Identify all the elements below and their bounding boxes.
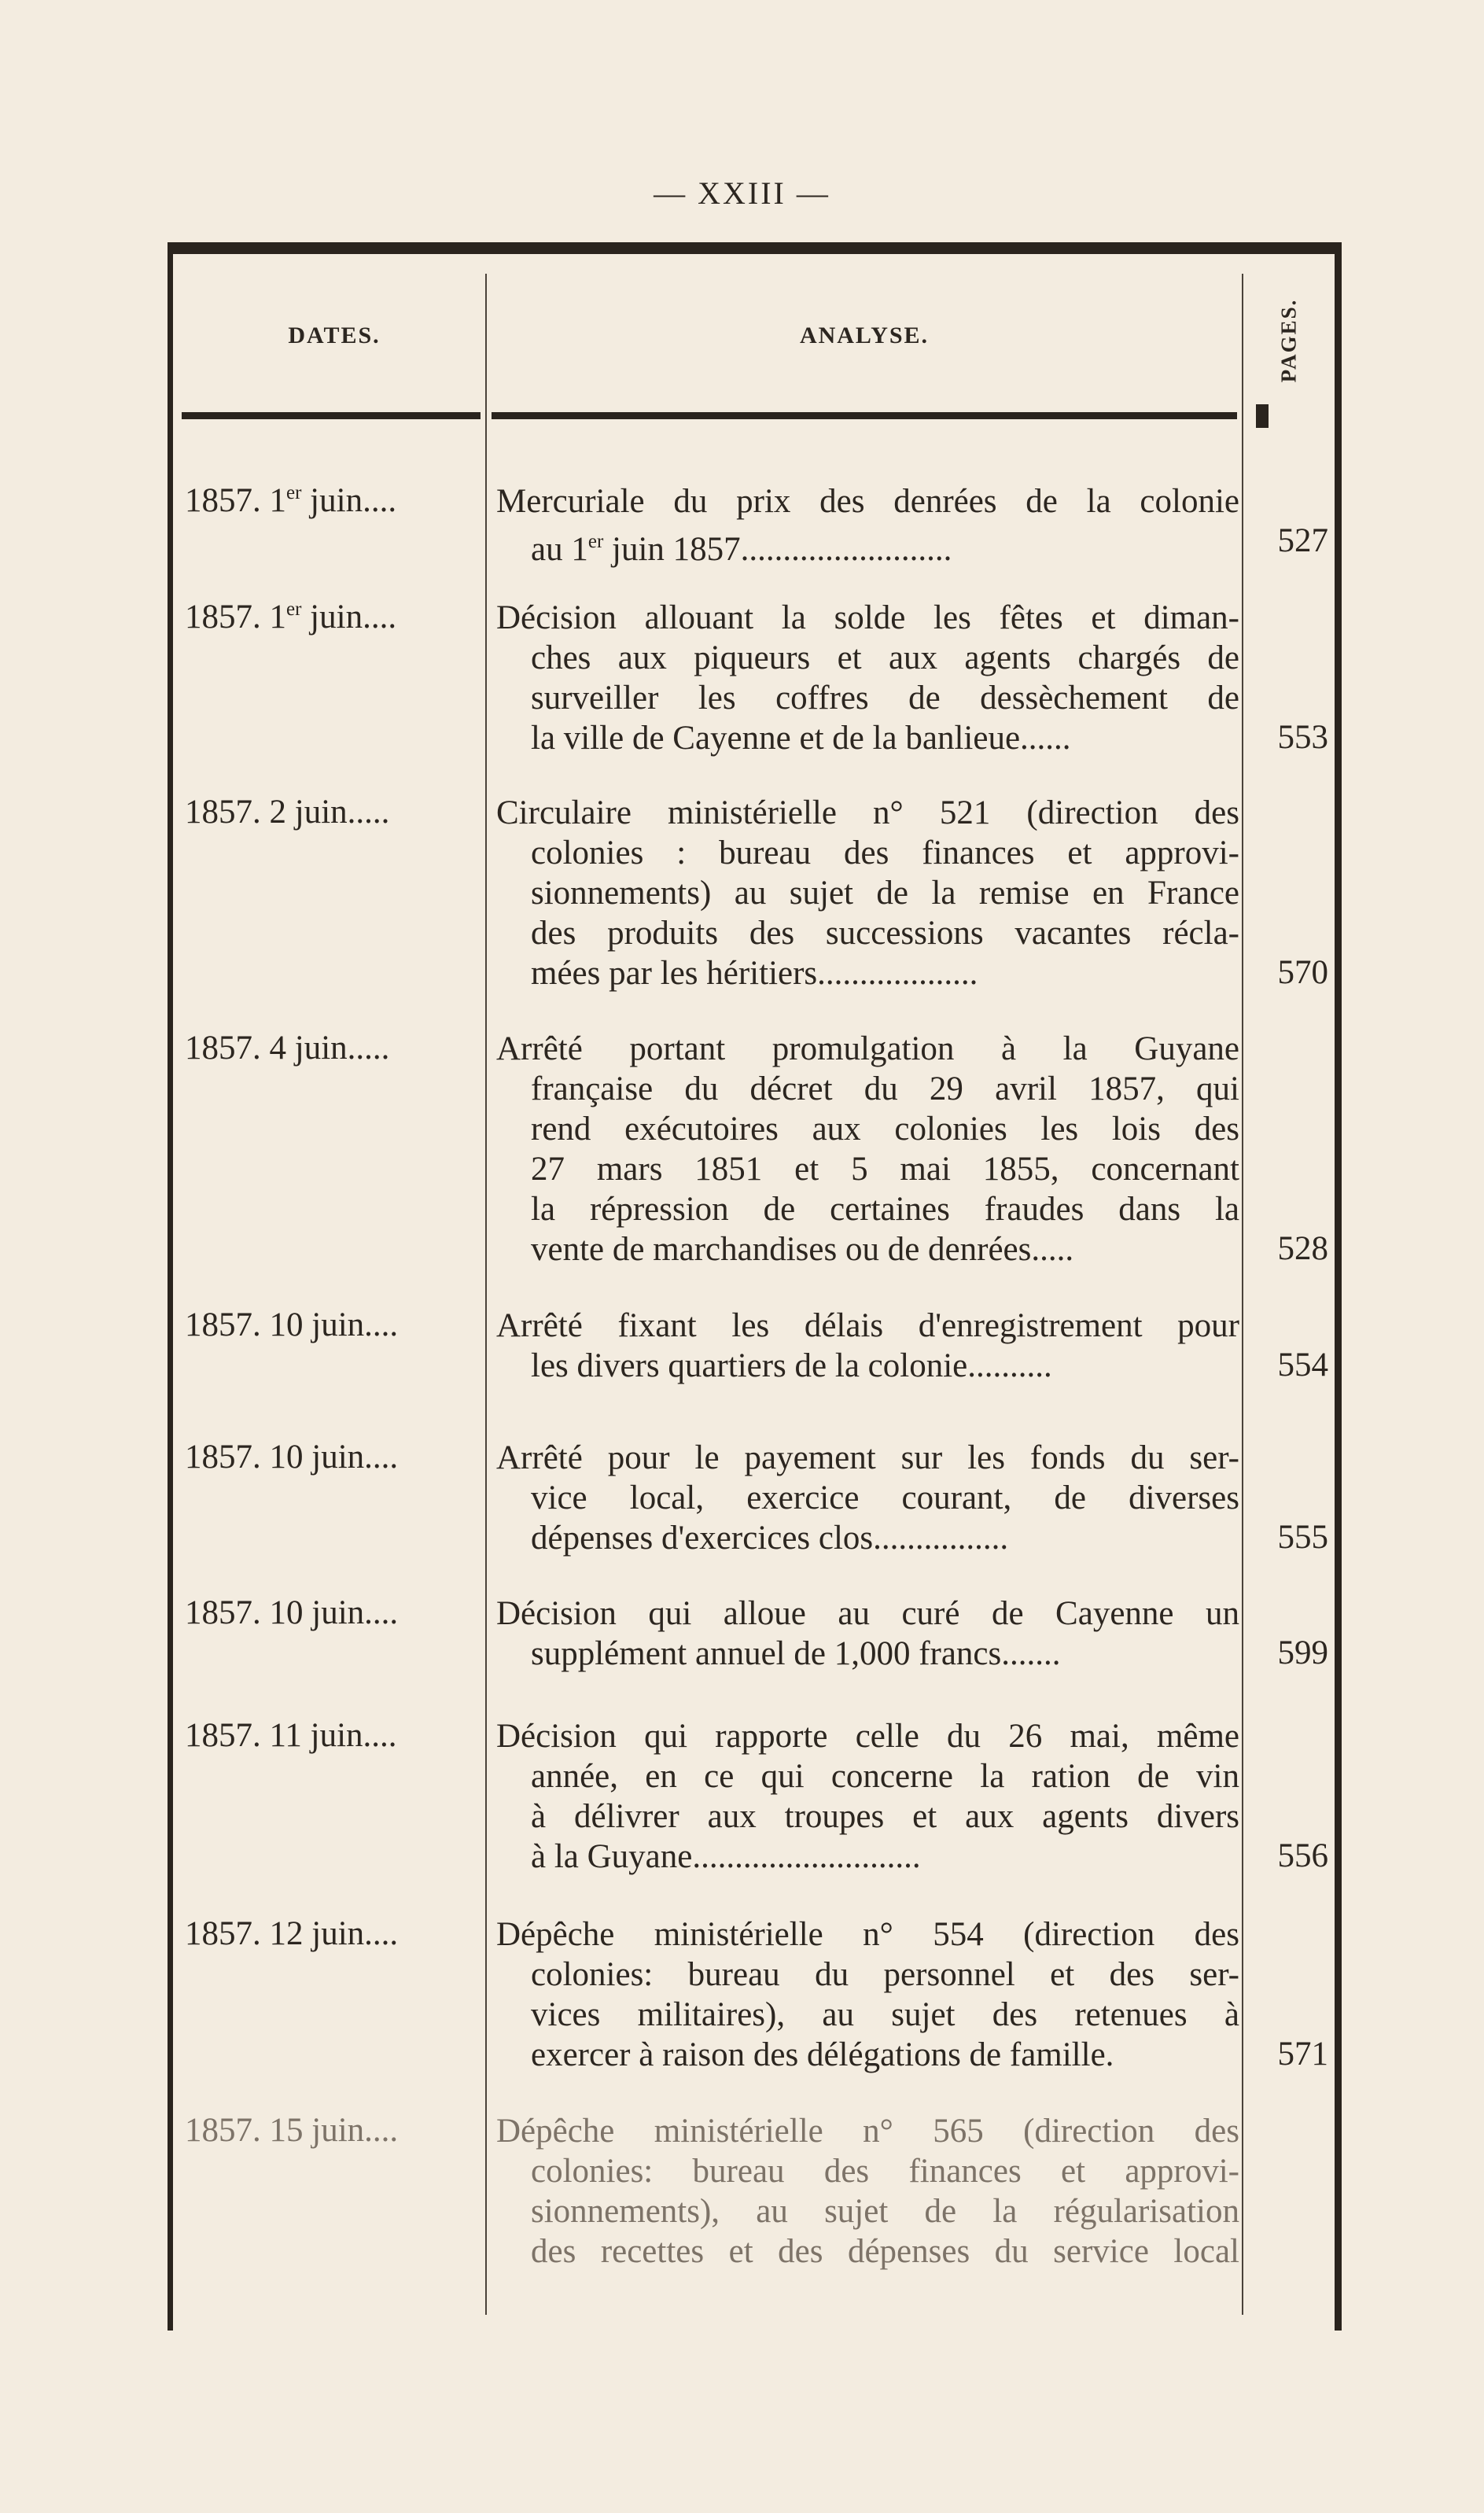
table-top-border <box>168 242 1342 254</box>
entry-page: 599 <box>1277 1634 1328 1671</box>
analysis-line: supplément annuel de 1,000 francs....... <box>531 1635 1061 1672</box>
analysis-line: Décision qui rapporte celle du 26 mai, même <box>496 1718 1239 1755</box>
analysis-line: Arrêté pour le payement sur les fonds du ser- <box>496 1439 1239 1476</box>
analysis-line: Décision qui alloue au curé de Cayenne un <box>496 1595 1239 1632</box>
entry-date: 1857. 11 juin.... <box>185 1717 397 1754</box>
entry-page: 528 <box>1277 1230 1328 1267</box>
analysis-line: vice local, exercice courant, de diverses <box>531 1479 1239 1516</box>
entry-analysis <box>496 1029 1239 1269</box>
analysis-line: ches aux piqueurs et aux agents chargés de <box>531 639 1239 676</box>
entry-analysis <box>496 2111 1239 2272</box>
analysis-line: française du décret du 29 avril 1857, qui <box>531 1070 1239 1107</box>
entry-date: 1857. 10 juin.... <box>185 1439 399 1476</box>
analysis-line: la répression de certaines fraudes dans la <box>531 1191 1239 1228</box>
entry-analysis <box>496 1306 1239 1386</box>
analysis-line: colonies: bureau des finances et approvi- <box>531 2153 1239 2190</box>
entry-page: 571 <box>1277 2036 1328 2073</box>
analysis-line: vente de marchandises ou de denrées..... <box>531 1231 1074 1268</box>
header-dates: DATES. <box>288 322 381 348</box>
entry-analysis <box>496 1914 1239 2075</box>
entry-analysis <box>496 1438 1239 1558</box>
analysis-line: colonies : bureau des finances et approvi- <box>531 835 1239 871</box>
analysis-line: Mercuriale du prix des denrées de la colonie <box>496 483 1239 520</box>
header-rule-pages <box>1256 404 1269 428</box>
analysis-line: la ville de Cayenne et de la banlieue...... <box>531 720 1071 757</box>
header-pages: PAGES. <box>1276 298 1301 383</box>
analysis-line: surveiller les coffres de dessèchement de <box>531 680 1239 717</box>
analysis-line: sionnements) au sujet de la remise en France <box>531 875 1239 912</box>
page-number: — XXIII — <box>654 175 830 211</box>
entry-analysis <box>496 1716 1239 1877</box>
header-rule-dates <box>182 412 481 419</box>
entry-date: 1857. 1er juin.... <box>185 482 397 519</box>
dates-column-divider <box>485 274 487 2315</box>
analysis-line: à la Guyane........................... <box>531 1838 921 1875</box>
analysis-line: colonies: bureau du personnel et des ser- <box>531 1956 1239 1993</box>
entry-date: 1857. 10 juin.... <box>185 1306 399 1343</box>
entry-date: 1857. 12 juin.... <box>185 1915 399 1952</box>
entry-page: 570 <box>1277 954 1328 991</box>
analysis-line: vices militaires), au sujet des retenues à <box>531 1996 1239 2033</box>
analysis-line: mées par les héritiers................... <box>531 955 978 992</box>
analysis-line: Arrêté fixant les délais d'enregistrement pour <box>496 1307 1239 1344</box>
entry-analysis <box>496 481 1239 569</box>
analysis-line: à délivrer aux troupes et aux agents divers <box>531 1798 1239 1835</box>
analysis-line: Dépêche ministérielle n° 565 (direction des <box>496 2113 1239 2150</box>
analysis-line: exercer à raison des délégations de famille. <box>531 2036 1114 2073</box>
entry-date: 1857. 4 juin..... <box>185 1030 390 1067</box>
analysis-line: année, en ce qui concerne la ration de vin <box>531 1758 1239 1795</box>
entry-page: 553 <box>1277 719 1328 756</box>
analysis-line: des produits des successions vacantes récla- <box>531 915 1239 952</box>
entry-date: 1857. 15 juin.... <box>185 2112 399 2149</box>
entry-date: 1857. 1er juin.... <box>185 599 397 636</box>
header-pages-cell <box>1243 274 1335 407</box>
pages-column-divider <box>1242 274 1243 2315</box>
analysis-line: au 1er juin 1857......................... <box>531 531 952 568</box>
analysis-line: sionnements), au sujet de la régularisation <box>531 2193 1239 2230</box>
analysis-line: Dépêche ministérielle n° 554 (direction des <box>496 1916 1239 1953</box>
analysis-line: Circulaire ministérielle n° 521 (direction des <box>496 794 1239 831</box>
header-analyse: ANALYSE. <box>799 322 930 348</box>
entry-date: 1857. 2 juin..... <box>185 794 390 831</box>
entry-page: 556 <box>1277 1837 1328 1874</box>
analysis-line: des recettes et des dépenses du service local <box>531 2233 1239 2270</box>
entry-analysis <box>496 598 1239 758</box>
table-left-border <box>168 242 173 2331</box>
analysis-line: 27 mars 1851 et 5 mai 1855, concernant <box>531 1151 1239 1188</box>
entry-analysis <box>496 1594 1239 1674</box>
analysis-line: les divers quartiers de la colonie.......... <box>531 1347 1052 1384</box>
index-table <box>168 242 1342 2331</box>
analysis-line: rend exécutoires aux colonies les lois des <box>531 1111 1239 1148</box>
analysis-line: Arrêté portant promulgation à la Guyane <box>496 1030 1239 1067</box>
analysis-line: dépenses d'exercices clos................ <box>531 1520 1009 1557</box>
entry-page: 527 <box>1277 522 1328 559</box>
analysis-line: Décision allouant la solde les fêtes et diman- <box>496 599 1239 636</box>
entry-page: 554 <box>1277 1347 1328 1384</box>
entry-date: 1857. 10 juin.... <box>185 1594 399 1631</box>
table-right-border <box>1335 242 1342 2331</box>
entry-analysis <box>496 793 1239 993</box>
entry-page: 555 <box>1277 1519 1328 1556</box>
header-rule-analyse <box>492 412 1237 419</box>
